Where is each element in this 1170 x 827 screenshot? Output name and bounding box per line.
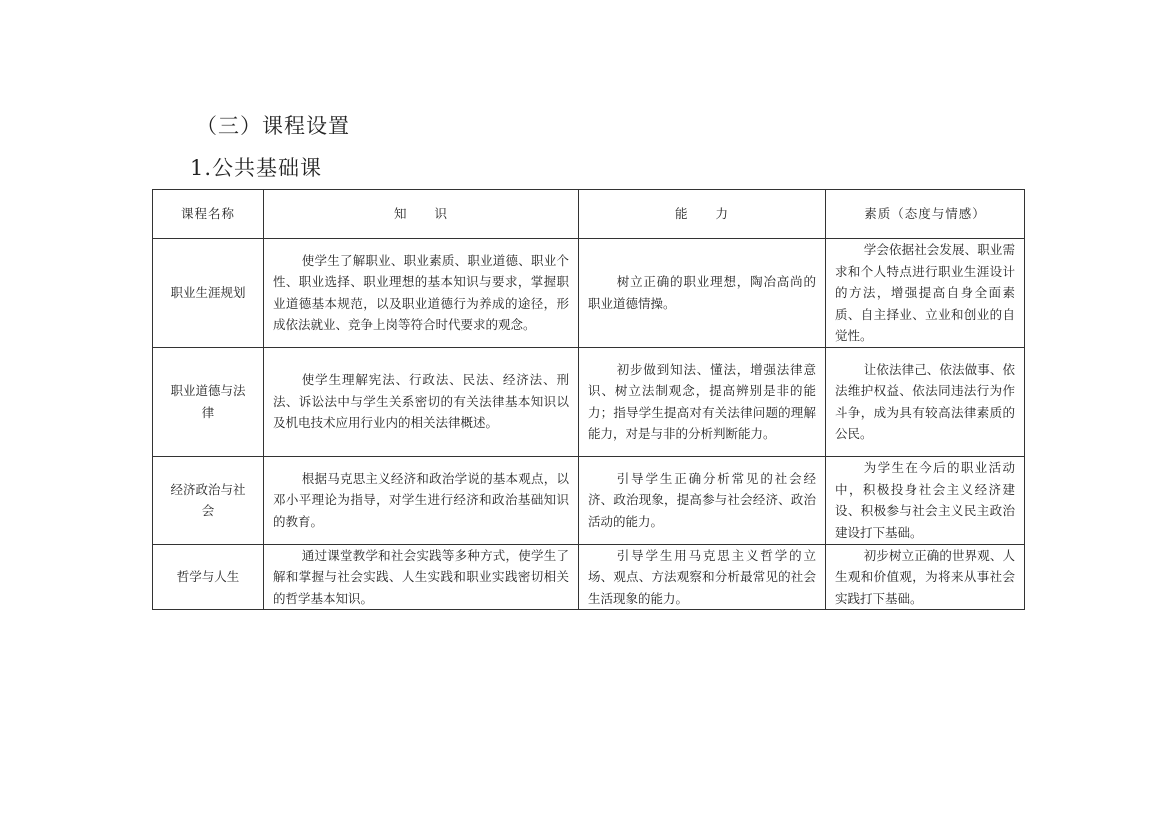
table-row [153,544,1025,610]
knowledge-cell: 使学生了解职业、职业素质、职业道德、职业个性、职业选择、职业理想的基本知识与要求，掌握职业道德基本规范，以及职业道德行为养成的途径，形成依法就业、竞争上岗等符合时代要求的观念。 [264,239,579,348]
table-header-row [153,190,1025,239]
table-row [153,347,1025,456]
course-name-cell: 职业生涯规划 [153,239,264,348]
ability-cell: 引导学生用马克思主义哲学的立场、观点、方法观察和分析最常见的社会生活现象的能力。 [579,544,826,610]
quality-cell: 为学生在今后的职业活动中，积极投身社会主义经济建设、积极参与社会主义民主政治建设打下基础。 [826,456,1025,544]
table-row [153,239,1025,348]
course-name-cell: 职业道德与法律 [153,347,264,456]
sub-heading: 1.公共基础课 [190,156,323,180]
table-row [153,456,1025,544]
quality-cell: 学会依据社会发展、职业需求和个人特点进行职业生涯设计的方法，增强提高自身全面素质、自主择业、立业和创业的自觉性。 [826,239,1025,348]
header-quality: 素质（态度与情感） [826,190,1025,239]
ability-cell: 树立正确的职业理想，陶冶高尚的职业道德情操。 [579,239,826,348]
quality-cell: 让依法律己、依法做事、依法维护权益、依法同违法行为作斗争，成为具有较高法律素质的公民。 [826,347,1025,456]
knowledge-cell: 根据马克思主义经济和政治学说的基本观点，以邓小平理论为指导，对学生进行经济和政治基础知识的教育。 [264,456,579,544]
header-knowledge: 知 识 [264,190,579,239]
course-name-cell: 经济政治与社会 [153,456,264,544]
quality-cell: 初步树立正确的世界观、人生观和价值观，为将来从事社会实践打下基础。 [826,544,1025,610]
course-table [152,189,1025,610]
course-name-cell: 哲学与人生 [153,544,264,610]
section-heading: （三）课程设置 [196,114,350,138]
header-course-name: 课程名称 [153,190,264,239]
ability-cell: 引导学生正确分析常见的社会经济、政治现象，提高参与社会经济、政治活动的能力。 [579,456,826,544]
knowledge-cell: 使学生理解宪法、行政法、民法、经济法、刑法、诉讼法中与学生关系密切的有关法律基本知识以及机电技术应用行业内的相关法律概述。 [264,347,579,456]
header-ability: 能 力 [579,190,826,239]
ability-cell: 初步做到知法、懂法，增强法律意识、树立法制观念，提高辨别是非的能力；指导学生提高对有关法律问题的理解能力，对是与非的分析判断能力。 [579,347,826,456]
knowledge-cell: 通过课堂教学和社会实践等多种方式，使学生了解和掌握与社会实践、人生实践和职业实践密切相关的哲学基本知识。 [264,544,579,610]
